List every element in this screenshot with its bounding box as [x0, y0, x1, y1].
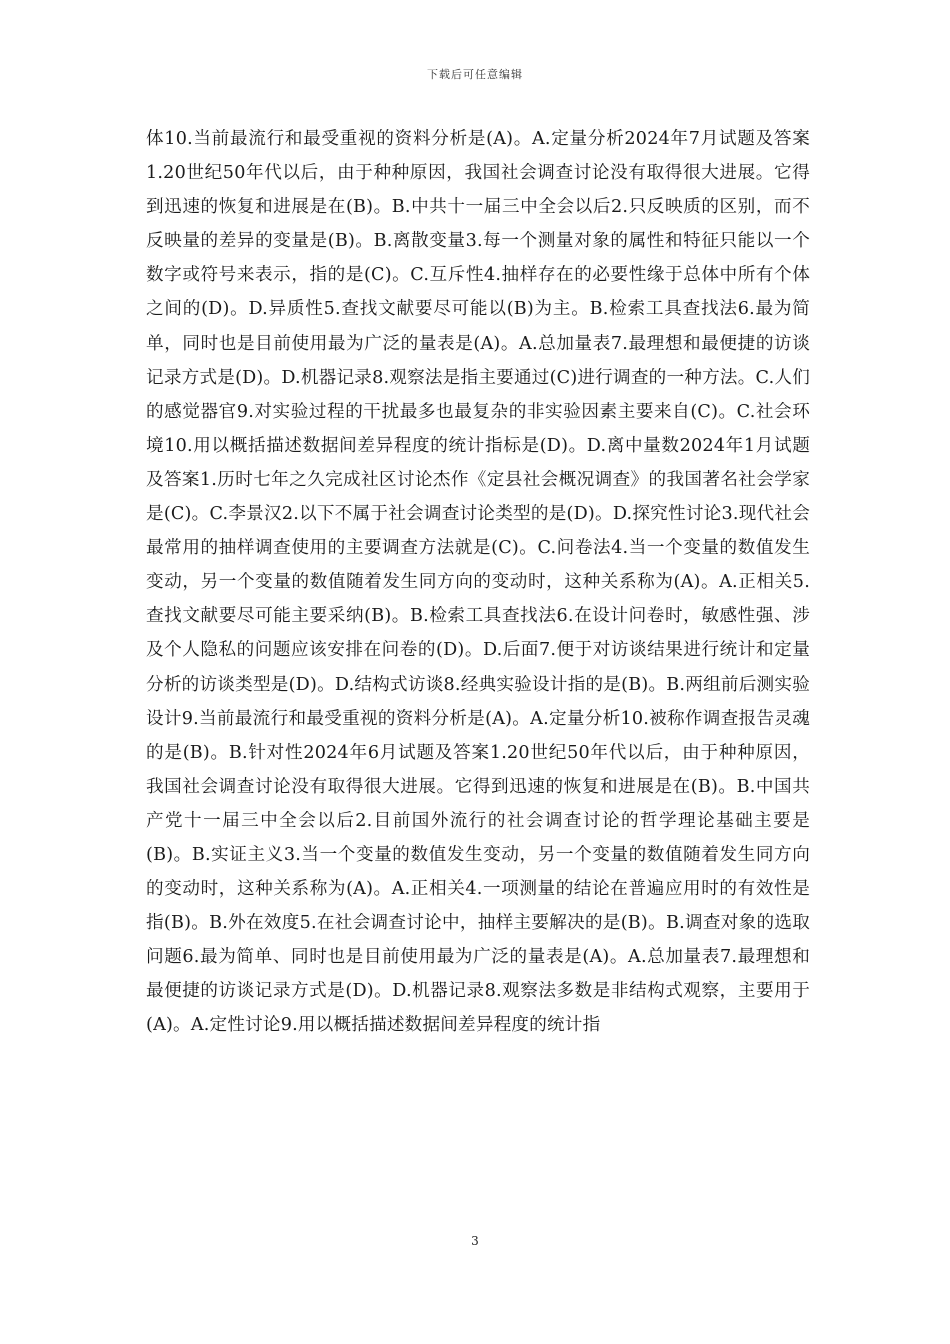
body-paragraph: 体10.当前最流行和最受重视的资料分析是(A)。A.定量分析2024年7月试题及答案1.20世纪50年代以后，由于种种原因，我国社会调查讨论没有取得很大进展。它得到迅速的恢复和进展是在(B)。B.中共十一届三中全会以后2.只反映质的区别，而不反映量的差异的变量是(B)。B.离散变量3.每一个测量对象的属性和特征只能以一个数字或符号来表示，指的是(C)。C.互斥性4.抽样存在的必要性缘于总体中所有个体之间的(D)。D.异质性5.查找文献要尽可能以(B)为主。B.检索工具查找法6.最为简单，同时也是目前使用最为广泛的量表是(A)。A.总加量表7.最理想和最便捷的访谈记录方式是(D)。D.机器记录8.观察法是指主要通过(C)进行调查的一种方法。C.人们的感觉器官9.对实验过程的干扰最多也最复杂的非实验因素主要来自(C)。C.社会环境10.用以概括描述数据间差异程度的统计指标是(D)。D.离中量数2024年1月试题及答案1.历时七年之久完成社区讨论杰作《定县社会概况调查》的我国著名社会学家是(C)。C.李景汉2.以下不属于社会调查讨论类型的是(D)。D.探究性讨论3.现代社会最常用的抽样调查使用的主要调查方法就是(C)。C.问卷法4.当一个变量的数值发生变动，另一个变量的数值随着发生同方向的变动时，这种关系称为(A)。A.正相关5.查找文献要尽可能主要采纳(B)。B.检索工具查找法6.在设计问卷时，敏感性强、涉及个人隐私的问题应该安排在问卷的(D)。D.后面7.便于对访谈结果进行统计和定量分析的访谈类型是(D)。D.结构式访谈8.经典实验设计指的是(B)。B.两组前后测实验设计9.当前最流行和最受重视的资料分析是(A)。A.定量分析10.被称作调查报告灵魂的是(B)。B.针对性2024年6月试题及答案1.20世纪50年代以后，由于种种原因，我国社会调查讨论没有取得很大进展。它得到迅速的恢复和进展是在(B)。B.中国共产党十一届三中全会以后2.目前国外流行的社会调查讨论的哲学理论基础主要是(B)。B.实证主义3.当一个变量的数值发生变动，另一个变量的数值随着发生同方向的变动时，这种关系称为(A)。A.正相关4.一项测量的结论在普遍应用时的有效性是指(B)。B.外在效度5.在社会调查讨论中，抽样主要解决的是(B)。B.调查对象的选取问题6.最为简单、同时也是目前使用最为广泛的量表是(A)。A.总加量表7.最理想和最便捷的访谈记录方式是(D)。D.机器记录8.观察法多数是非结构式观察，主要用于(A)。A.定性讨论9.用以概括描述数据间差异程度的统计指 [146, 129, 810, 1036]
page-header: 下载后可任意编辑 [427, 68, 523, 81]
page-number: 3 [471, 1234, 479, 1248]
